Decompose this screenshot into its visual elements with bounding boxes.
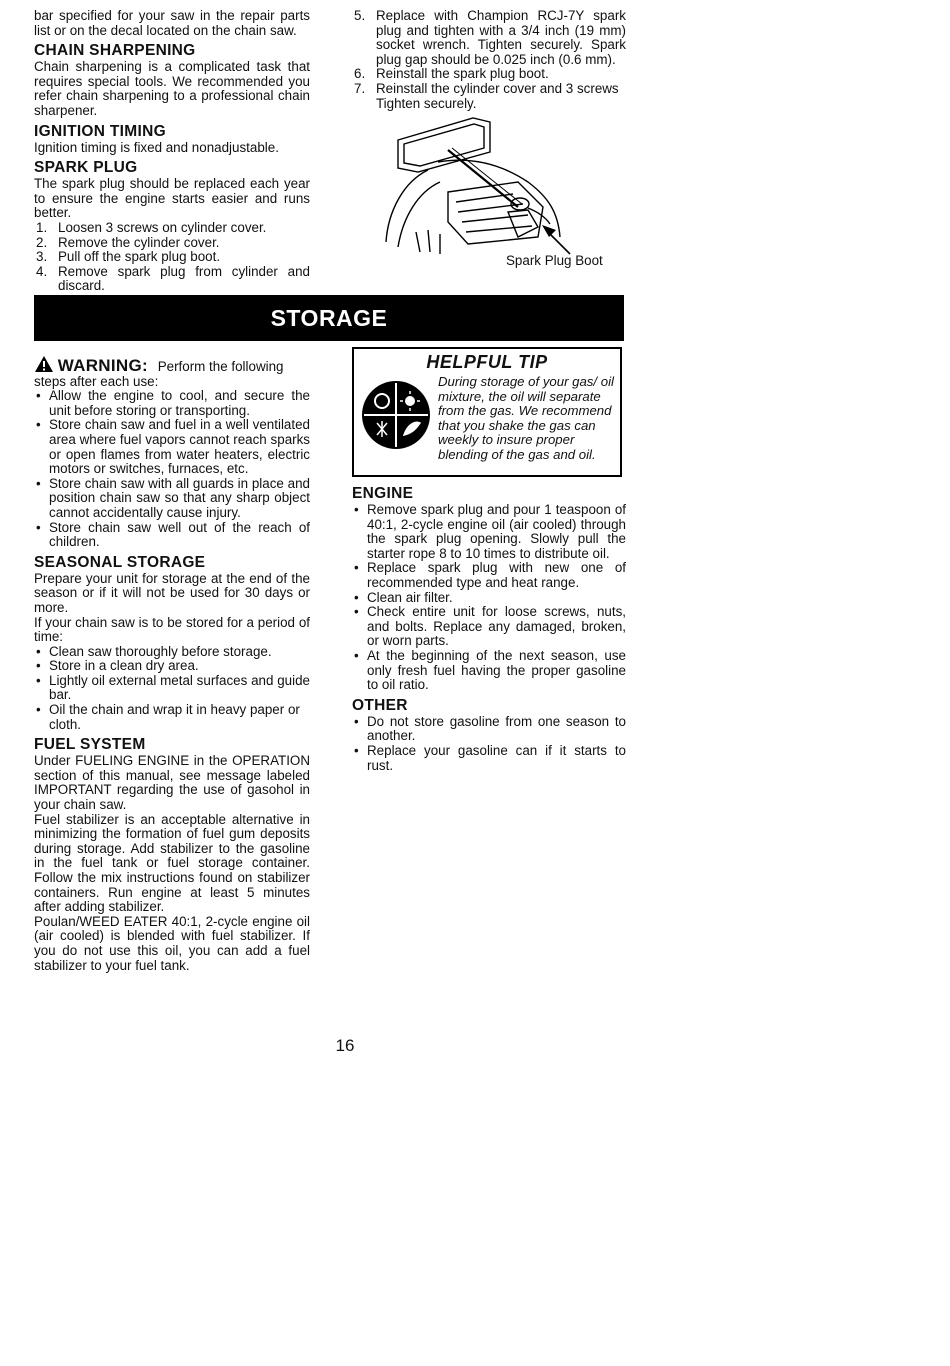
- list-item: • Replace spark plug with new one of recommended type and heat range.: [352, 561, 626, 590]
- fuel-system-heading: FUEL SYSTEM: [34, 736, 146, 754]
- chain-sharpening-heading: CHAIN SHARPENING: [34, 42, 196, 60]
- fuel-system-p1: Under FUELING ENGINE in the OPERATION section of this manual, see message labeled IMPORTANT regarding the use of gasohol in your chain saw.: [34, 753, 310, 813]
- list-item: • Store chain saw well out of the reach of children.: [34, 521, 310, 550]
- seasonal-storage-list: [34, 645, 310, 733]
- list-item: • Lightly oil external metal surfaces and guide bar.: [34, 674, 310, 703]
- fuel-system-p3: Poulan/WEED EATER 40:1, 2-cycle engine oil (air cooled) is blended with fuel stabilizer. If you do not use this oil, you can add a fuel stabilizer to your fuel tank.: [34, 913, 310, 973]
- spark-plug-text: The spark plug should be replaced each year to ensure the engine starts easier and runs better.: [34, 176, 310, 221]
- list-item: • Store chain saw and fuel in a well ventilated area where fuel vapors cannot reach sparks or open flames from water heaters, electric motors or switches, furnaces, etc.: [34, 418, 310, 476]
- step-item: 1. Loosen 3 screws on cylinder cover.: [36, 219, 267, 235]
- step-item: 6. Reinstall the spark plug boot.: [354, 66, 549, 82]
- figure-caption: Spark Plug Boot: [506, 253, 603, 268]
- warning-list: [34, 389, 310, 550]
- step-item: 3. Pull off the spark plug boot.: [36, 249, 221, 265]
- list-item: • Store in a clean dry area.: [34, 659, 310, 674]
- step-item: 4. Remove spark plug from cylinder and discard.: [36, 263, 310, 294]
- page-number: 16: [335, 1036, 355, 1055]
- list-item: • At the beginning of the next season, use only fresh fuel having the proper gasoline to oil ratio.: [352, 649, 626, 693]
- other-heading: OTHER: [352, 696, 408, 714]
- ignition-timing-text: Ignition timing is fixed and nonadjustable.: [34, 139, 279, 155]
- right-column-top: [352, 9, 626, 111]
- seasonal-storage-p1: Prepare your unit for storage at the end of the season or if it will not be used for 30 days or more.: [34, 570, 310, 615]
- helpful-tip-text: During storage of your gas/ oil mixture, the oil will separate from the gas. We recommend that you shake the gas can weekly to insure proper blending of the gas and oil.: [438, 374, 614, 462]
- step-item: 2. Remove the cylinder cover.: [36, 234, 220, 250]
- list-item: • Allow the engine to cool, and secure the unit before storing or transporting.: [34, 389, 310, 418]
- list-item: • Check entire unit for loose screws, nuts, and bolts. Replace any damaged, broken, or worn parts.: [352, 605, 626, 649]
- spark-plug-illustration: [378, 112, 578, 257]
- warning-block: [34, 355, 310, 550]
- step-item: 7. Reinstall the cylinder cover and 3 screws Tighten securely.: [354, 80, 619, 111]
- list-item: • Oil the chain and wrap it in heavy paper or cloth.: [34, 703, 310, 732]
- warning-lead: Perform the following steps after each use:: [34, 359, 284, 389]
- seasons-icon: [360, 379, 432, 451]
- storage-banner: STORAGE: [34, 295, 624, 341]
- spark-plug-steps: [34, 221, 310, 294]
- seasonal-storage-heading: SEASONAL STORAGE: [34, 553, 206, 571]
- list-item: • Clean saw thoroughly before storage.: [34, 645, 310, 660]
- right-column-bottom: [352, 481, 626, 773]
- list-item: • Do not store gasoline from one season to another.: [352, 715, 626, 744]
- intro-text: bar specified for your saw in the repair parts list or on the decal located on the chain saw.: [34, 8, 310, 38]
- chain-sharpening-text: Chain sharpening is a complicated task that requires special tools. We recommended you refer chain sharpening to a professional chain sharpener.: [34, 59, 310, 118]
- warning-icon: [34, 355, 54, 373]
- engine-list: [352, 503, 626, 693]
- helpful-tip-title: HELPFUL TIP: [426, 352, 548, 372]
- helpful-tip-box: [352, 347, 622, 477]
- warning-label: WARNING:: [57, 356, 148, 375]
- seasonal-storage-p2: If your chain saw is to be stored for a period of time:: [34, 614, 310, 645]
- list-item: • Clean air filter.: [352, 591, 626, 606]
- ignition-timing-heading: IGNITION TIMING: [34, 122, 166, 140]
- spark-plug-steps-continued: [352, 9, 626, 111]
- step-item: 5. Replace with Champion RCJ-7Y spark plug and tighten with a 3/4 inch (19 mm) socket wrench. Tighten securely. Spark plug gap should be 0.025 inch (0.6 mm).: [354, 8, 626, 67]
- engine-heading: ENGINE: [352, 485, 414, 502]
- left-column-bottom: [34, 355, 310, 973]
- list-item: • Replace your gasoline can if it starts to rust.: [352, 744, 626, 773]
- spark-plug-heading: SPARK PLUG: [34, 159, 138, 177]
- list-item: • Remove spark plug and pour 1 teaspoon of 40:1, 2-cycle engine oil (air cooled) through the spark plug opening. Slowly pull the starter rope 8 to 10 times to distribute oil.: [352, 503, 626, 561]
- other-list: [352, 715, 626, 773]
- fuel-system-p2: Fuel stabilizer is an acceptable alternative in minimizing the formation of fuel gum deposits during storage. Add stabilizer to the gasoline in the fuel tank or fuel storage container. Follow the mix instructions found on stabilizer containers. Run engine at least 5 minutes after adding stabilizer.: [34, 811, 310, 915]
- left-column-top: [34, 9, 310, 294]
- list-item: • Store chain saw with all guards in place and position chain saw so that any sharp object cannot accidentally cause injury.: [34, 477, 310, 521]
